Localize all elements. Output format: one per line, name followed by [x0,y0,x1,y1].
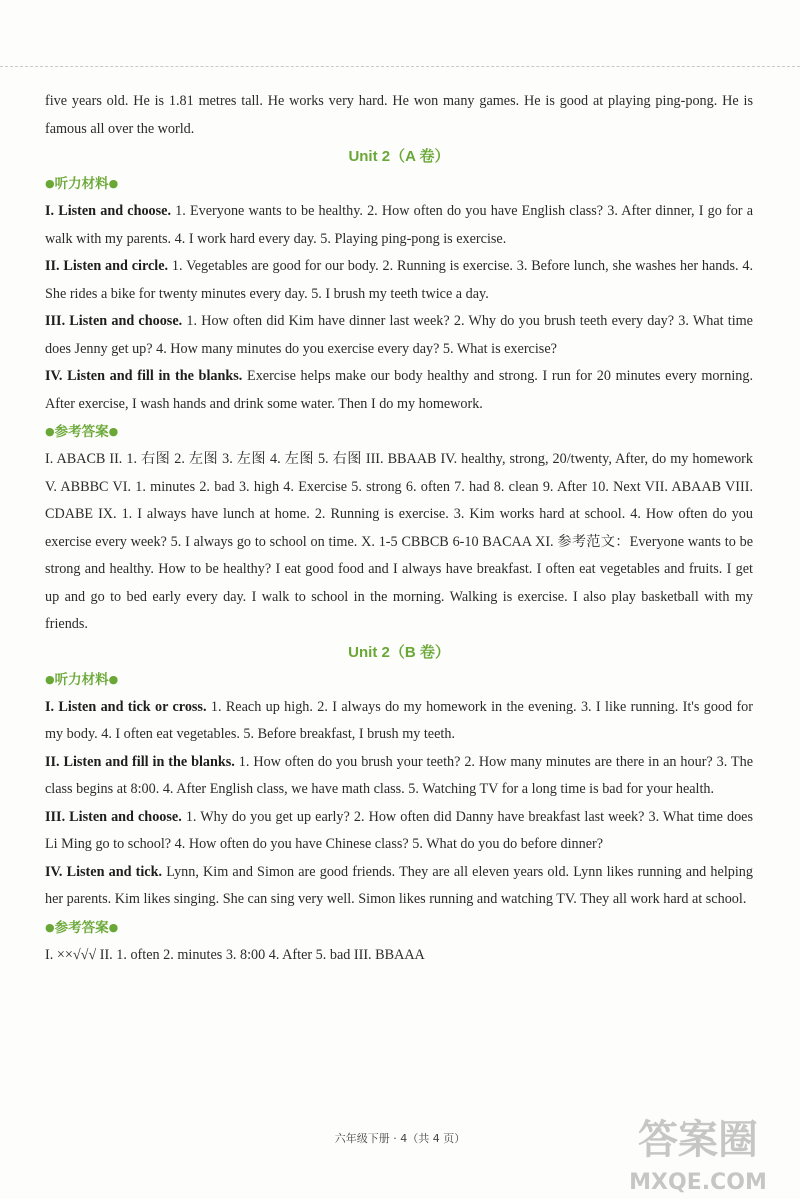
heading-label: 参考答案 [54,919,109,936]
page-content [45,88,753,969]
item-label: III. Listen and choose. [45,808,182,825]
item-text: Exercise helps make our body healthy and strong. I run for 20 minutes every morning. After exercise, I wash hands and drink some water. Then I do my homework. [45,368,753,412]
unit-b-answers-heading [45,914,753,942]
bullet-dot-icon: ● [108,177,119,190]
page-footer: 六年级下册 · 4（共 4 页） [334,1132,466,1145]
item-text: 1. Reach up high. 2. I always do my homework in the evening. 3. I like running. It's good for my body. 4. I often eat vegetables. 5. Before breakfast, I brush my teeth. [45,698,753,742]
item-label: I. Listen and tick or cross. [45,698,207,715]
unit-a-answers: I. ABACB II. 1. 右图 2. 左图 3. 左图 4. 左图 5. 右图 III. BBAAB IV. healthy, strong, 20/twenty, After, do my homework V. ABBBC VI. 1. minutes 2. bad 3. high 4. Exercise 5. strong 6. often 7. had 8. clean 9. After 10. Next VII. ABAAB VIII. CDABE IX. 1. I always have lunch at home. 2. Running is exercise. 3. Kim works hard at school. 4. How often do you exercise every week? 5. I always go to school on time. X. 1-5 CBBCB 6-10 BACAA XI. 参考范文：Everyone wants to be strong and healthy. How to be healthy? I eat good food and I always have breakfast. I often eat vegetables and fruits. I get up and go to bed early every day. I walk to school in the morning. Walking is exercise. I also play basketball with my friends. [45,451,753,632]
bullet-dot-icon: ● [108,920,119,934]
item-text: 1. How often do you brush your teeth? 2. How many minutes are there in an hour? 3. The class begins at 8:00. 4. After English class, we have math class. 5. Watching TV for a long time is bad for your health. [45,753,753,797]
unit-b-item-3 [45,804,753,859]
unit-a-item-1 [45,198,753,253]
bullet-dot-icon: ● [108,672,119,686]
watermark-logo [598,1105,798,1199]
bullet-dot-icon: ● [45,672,55,686]
unit-b-title: Unit 2（B 卷） [348,643,450,661]
watermark-bottom-text: MXQE.COM [629,1170,767,1195]
item-label: II. Listen and circle. [45,258,169,274]
item-label: III. Listen and choose. [45,313,183,329]
item-text: 1. How often did Kim have dinner last week? 2. Why do you brush teeth every day? 3. What time does Jenny get up? 4. How many minutes do you exercise every day? 5. What is exercise? [45,313,753,357]
unit-b-item-4 [45,859,753,914]
item-label: I. Listen and choose. [45,203,172,219]
heading-label: 参考答案 [54,424,109,440]
bullet-dot-icon: ● [45,425,55,438]
unit-a-item-2 [45,253,753,308]
unit-a-title: Unit 2（A 卷） [348,148,450,165]
bullet-dot-icon: ● [45,177,55,190]
bullet-dot-icon: ● [108,425,119,438]
bullet-dot-icon: ● [45,920,55,934]
heading-label: 听力材料 [54,671,109,688]
unit-b-answers: I. ××√√√ II. 1. often 2. minutes 3. 8:00 4. After 5. bad III. BBAAA [45,946,425,963]
heading-label: 听力材料 [54,176,109,192]
item-label: IV. Listen and tick. [45,863,163,880]
unit-a-item-3 [45,308,753,363]
unit-a-item-4 [45,363,753,418]
intro-paragraph: five years old. He is 1.81 metres tall. He works very hard. He won many games. He is good at playing ping-pong. He is famous all over the world. [45,93,753,137]
watermark-top-text: 答案圈 [638,1117,758,1163]
unit-a-answers-heading [45,418,753,446]
item-text: 1. Why do you get up early? 2. How often did Danny have breakfast last week? 3. What time does Li Ming go to school? 4. How often do you have Chinese class? 5. What do you do before dinner? [45,808,753,852]
item-label: IV. Listen and fill in the blanks. [45,368,243,384]
unit-a-listening-heading [45,170,753,198]
unit-b-item-2 [45,749,753,804]
unit-b-item-1 [45,694,753,749]
unit-b-listening-heading [45,666,753,694]
item-label: II. Listen and fill in the blanks. [45,753,235,770]
top-dashed-rule [0,66,800,67]
item-text: 1. Vegetables are good for our body. 2. Running is exercise. 3. Before lunch, she washes her hands. 4. She rides a bike for twenty minutes every day. 5. I brush my teeth twice a day. [45,258,753,302]
item-text: 1. Everyone wants to be healthy. 2. How often do you have English class? 3. After dinner, I go for a walk with my parents. 4. I work hard every day. 5. Playing ping-pong is exercise. [45,203,753,247]
item-text: Lynn, Kim and Simon are good friends. They are all eleven years old. Lynn likes running and helping her parents. Kim likes singing. She can sing very well. Simon likes running and watching TV. They all work hard at school. [45,863,753,907]
